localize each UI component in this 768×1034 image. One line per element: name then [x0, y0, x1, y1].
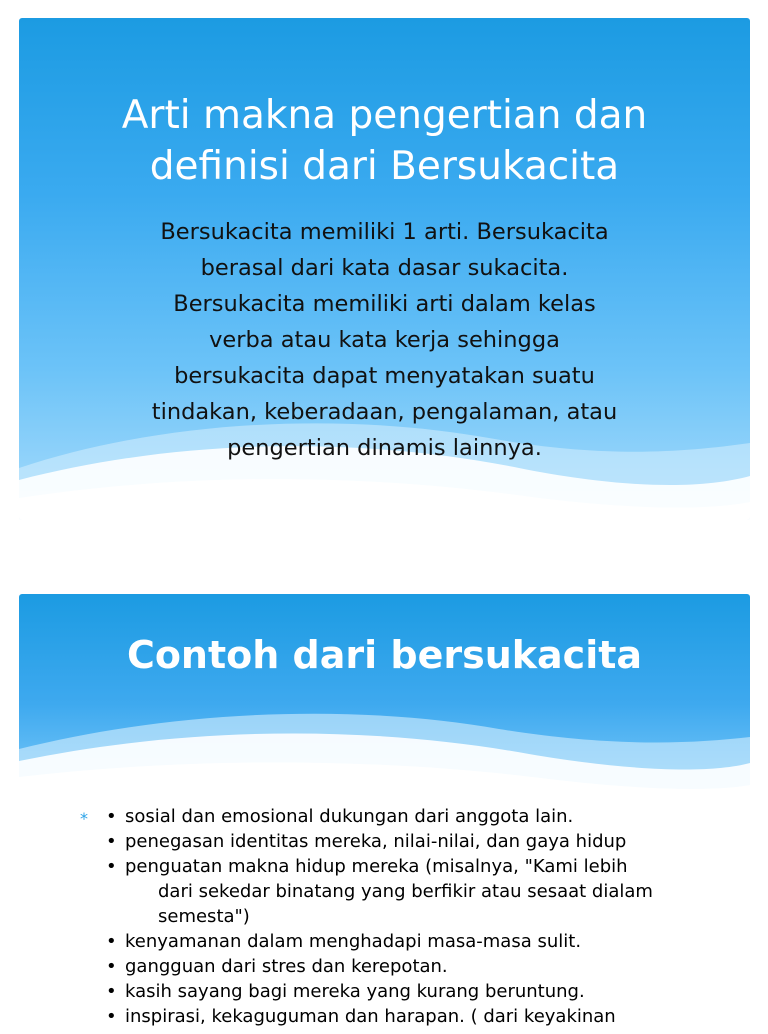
- list-item: • kenyamanan dalam menghadapi masa-masa sulit.: [106, 931, 582, 952]
- list-item: • kasih sayang bagi mereka yang kurang beruntung.: [106, 981, 585, 1002]
- body-line: Bersukacita memiliki 1 arti. Bersukacita: [160, 219, 609, 245]
- list-item: • gangguan dari stres dan kerepotan.: [106, 956, 448, 977]
- list-item: • sosial dan emosional dukungan dari anggota lain.: [106, 806, 574, 827]
- slide-1-title: [19, 90, 750, 192]
- slide-2: [19, 594, 750, 1034]
- list-item-continuation: dari sekedar binatang yang berfikir atau sesaat dialam: [158, 881, 653, 902]
- bullet-dot-icon: •: [106, 856, 117, 877]
- list-item: • penegasan identitas mereka, nilai-nilai, dan gaya hidup: [106, 831, 627, 852]
- body-line: verba atau kata kerja sehingga: [209, 327, 560, 353]
- bullet-dot-icon: •: [106, 956, 117, 977]
- slide-2-wave-decoration: [19, 699, 750, 799]
- slide-1: [19, 18, 750, 520]
- bullet-dot-icon: •: [106, 931, 117, 952]
- body-line: Bersukacita memiliki arti dalam kelas: [173, 291, 596, 317]
- asterisk-bullet-icon: *: [80, 809, 88, 828]
- slide-1-title-line-1: Arti makna pengertian dan: [121, 93, 648, 138]
- bullet-dot-icon: •: [106, 1006, 117, 1027]
- list-item-continuation: semesta"): [158, 906, 250, 927]
- list-item: • inspirasi, kekaguguman dan harapan. ( dari keyakinan: [106, 1006, 616, 1027]
- bullet-dot-icon: •: [106, 981, 117, 1002]
- slide-2-title: Contoh dari bersukacita: [126, 633, 643, 677]
- list-item: • penguatan makna hidup mereka (misalnya, "Kami lebih dari sekedar binatang yang berfikir atau sesaat dialam semesta"): [106, 854, 746, 929]
- bullet-dot-icon: •: [106, 806, 117, 827]
- slide-1-title-line-2: definisi dari Bersukacita: [149, 144, 620, 189]
- body-line: bersukacita dapat menyatakan suatu: [174, 363, 595, 389]
- bullet-dot-icon: •: [106, 831, 117, 852]
- slide-1-body: [79, 214, 690, 466]
- examples-list: [106, 804, 746, 1029]
- body-line: pengertian dinamis lainnya.: [227, 435, 542, 461]
- body-line: tindakan, keberadaan, pengalaman, atau: [151, 399, 618, 425]
- body-line: berasal dari kata dasar sukacita.: [200, 255, 569, 281]
